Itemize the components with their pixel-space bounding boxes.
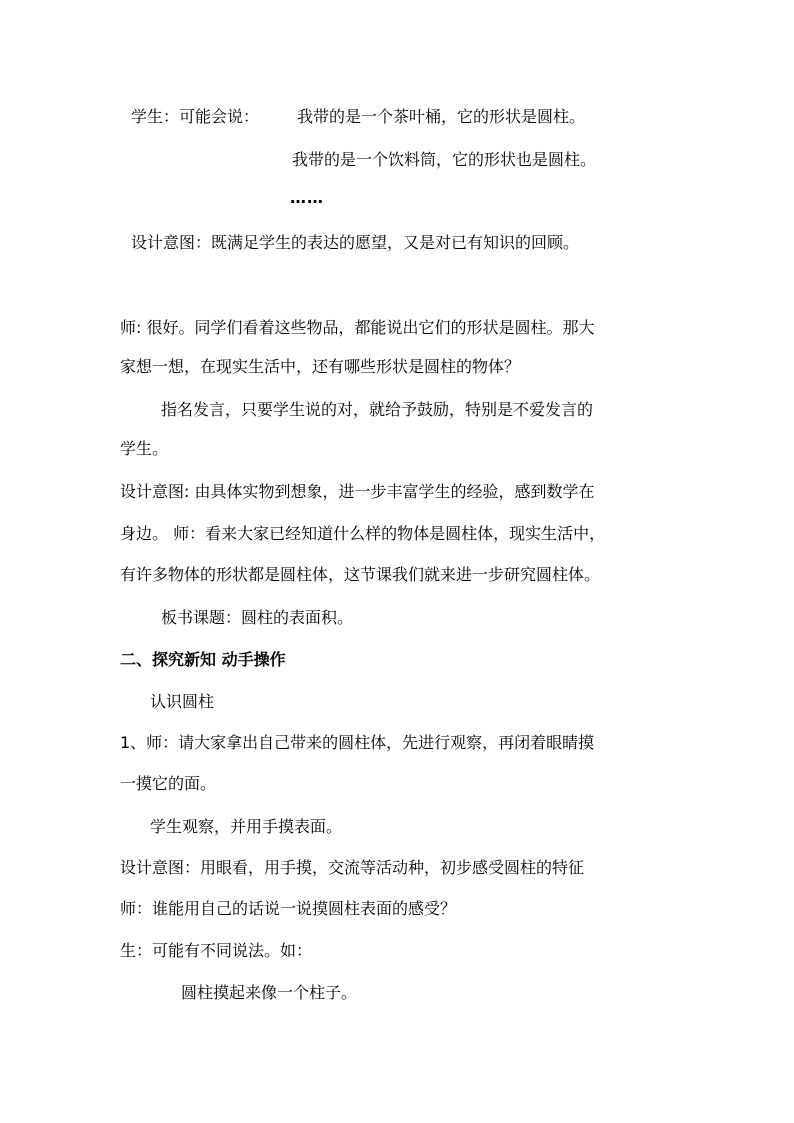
board-topic: 板书课题：圆柱的表面积。 bbox=[161, 608, 354, 627]
call-on-students-line-1: 指名发言，只要学生说的对，就给予鼓励，特别是不爱发言的 bbox=[161, 400, 594, 419]
student-answer-drink-can: 我带的是一个饮料筒，它的形状也是圆柱。 bbox=[292, 150, 597, 169]
student-answer-tea-canister: 我带的是一个茶叶桶，它的形状是圆柱。 bbox=[297, 107, 586, 126]
design-intent-2-line-2: 身边。 师：看来大家已经知道什么样的物体是圆柱体，现实生活中， bbox=[120, 524, 606, 543]
teacher-paragraph-line-1: 师: 很好。同学们看着这些物品，都能说出它们的形状是圆柱。那大 bbox=[120, 318, 595, 337]
design-intent-2-line-3: 有许多物体的形状都是圆柱体，这节课我们就来进一步研究圆柱体。 bbox=[120, 565, 601, 584]
students-observe: 学生观察，并用手摸表面。 bbox=[150, 817, 343, 836]
step-1-line-1: 1、师：请大家拿出自己带来的圆柱体，先进行观察，再闭着眼睛摸 bbox=[120, 733, 595, 752]
call-on-students-line-2: 学生。 bbox=[120, 439, 169, 458]
student-responses-intro: 生：可能有不同说法。如： bbox=[120, 941, 313, 960]
design-intent-1: 设计意图：既满足学生的表达的愿望，又是对已有知识的回顾。 bbox=[131, 233, 580, 252]
section-heading-2: 二、探究新知 动手操作 bbox=[120, 650, 286, 669]
know-cylinder: 认识圆柱 bbox=[150, 692, 215, 711]
teacher-question: 师：谁能用自己的话说一说摸圆柱表面的感受？ bbox=[120, 899, 457, 918]
student-intro-label: 学生：可能会说： bbox=[131, 107, 260, 126]
ellipsis: …… bbox=[290, 188, 324, 207]
student-response-pillar: 圆柱摸起来像一个柱子。 bbox=[181, 983, 358, 1002]
step-1-line-2: 一摸它的面。 bbox=[120, 774, 217, 793]
design-intent-2-line-1: 设计意图: 由具体实物到想象，进一步丰富学生的经验，感到数学在 bbox=[120, 482, 595, 501]
teacher-paragraph-line-2: 家想一想，在现实生活中，还有哪些形状是圆柱的物体？ bbox=[120, 357, 521, 376]
design-intent-3: 设计意图：用眼看，用手摸，交流等活动种，初步感受圆柱的特征 bbox=[120, 858, 585, 877]
